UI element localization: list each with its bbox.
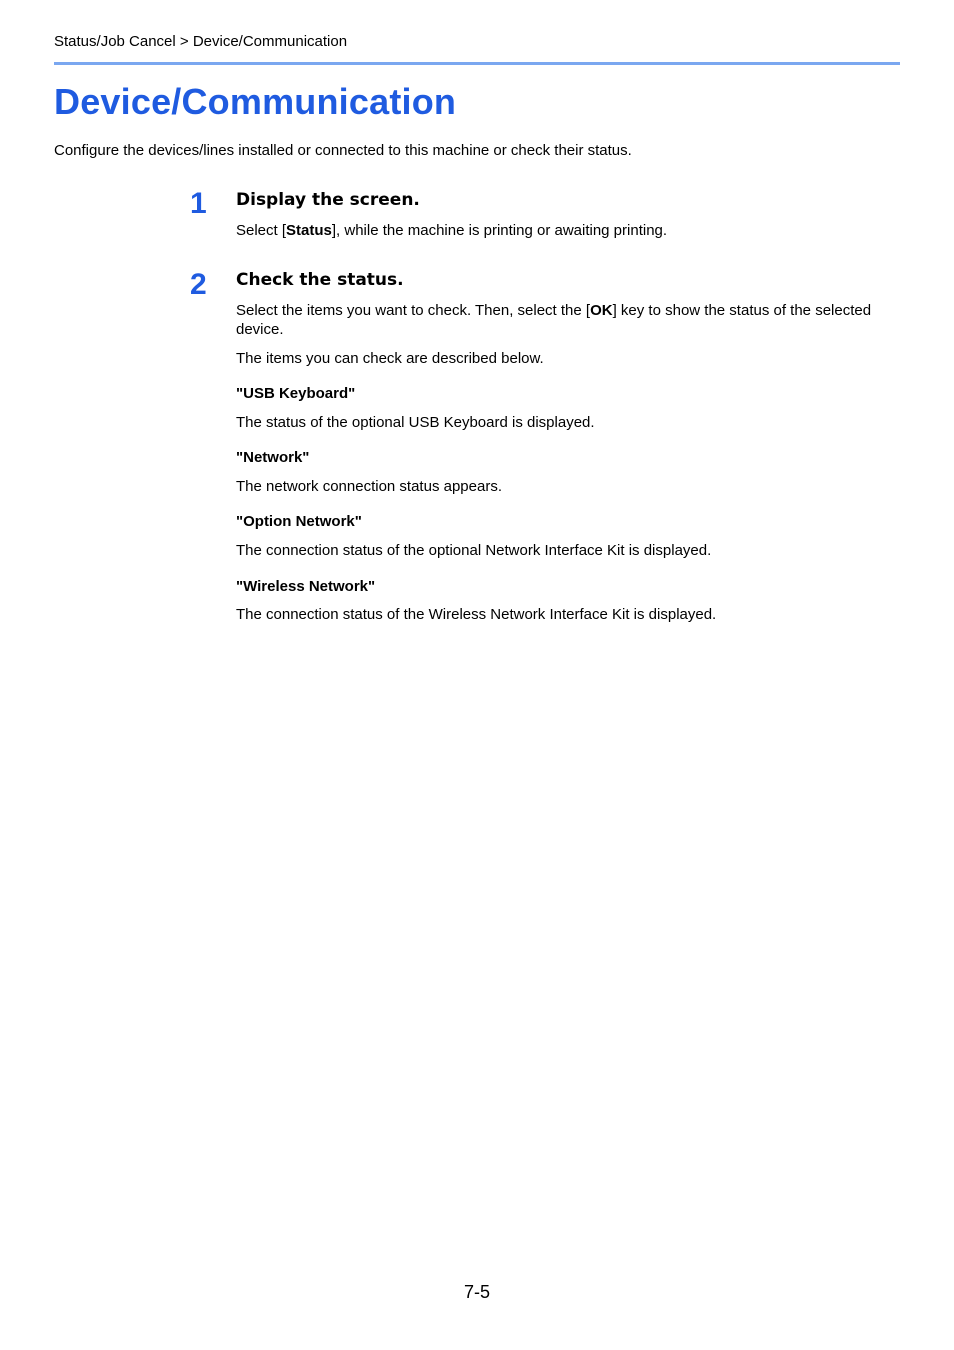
item-heading-wireless-network: "Wireless Network"	[236, 578, 376, 595]
step-1-number: 1	[190, 187, 207, 220]
page-number: 7-5	[463, 1282, 490, 1302]
status-key-label: Status	[286, 222, 332, 239]
breadcrumb: Status/Job Cancel > Device/Communication	[54, 33, 348, 50]
step-2-number: 2	[190, 268, 207, 301]
step-2-title: Check the status.	[236, 270, 404, 290]
step-2-note: The items you can check are described below.	[236, 350, 544, 367]
step-1-title: Display the screen.	[236, 190, 420, 210]
page-title: Device/Communication	[54, 81, 457, 122]
item-heading-usb-keyboard: "USB Keyboard"	[236, 385, 356, 402]
item-text-usb-keyboard: The status of the optional USB Keyboard is displayed.	[236, 414, 595, 431]
ok-key-label: OK	[590, 302, 613, 319]
item-heading-option-network: "Option Network"	[236, 513, 362, 530]
step-1-instruction: Select [Status], while the machine is printing or awaiting printing.	[236, 222, 668, 239]
item-heading-network: "Network"	[236, 449, 310, 466]
item-text-option-network: The connection status of the optional Network Interface Kit is displayed.	[236, 542, 712, 559]
item-text-network: The network connection status appears.	[236, 478, 502, 495]
header-divider	[54, 62, 900, 65]
item-text-wireless-network: The connection status of the Wireless Network Interface Kit is displayed.	[236, 606, 717, 623]
intro-text: Configure the devices/lines installed or connected to this machine or check their status.	[54, 142, 632, 159]
step-2-instruction: Select the items you want to check. Then, select the [OK] key to show the status of the selected device.	[236, 302, 872, 338]
